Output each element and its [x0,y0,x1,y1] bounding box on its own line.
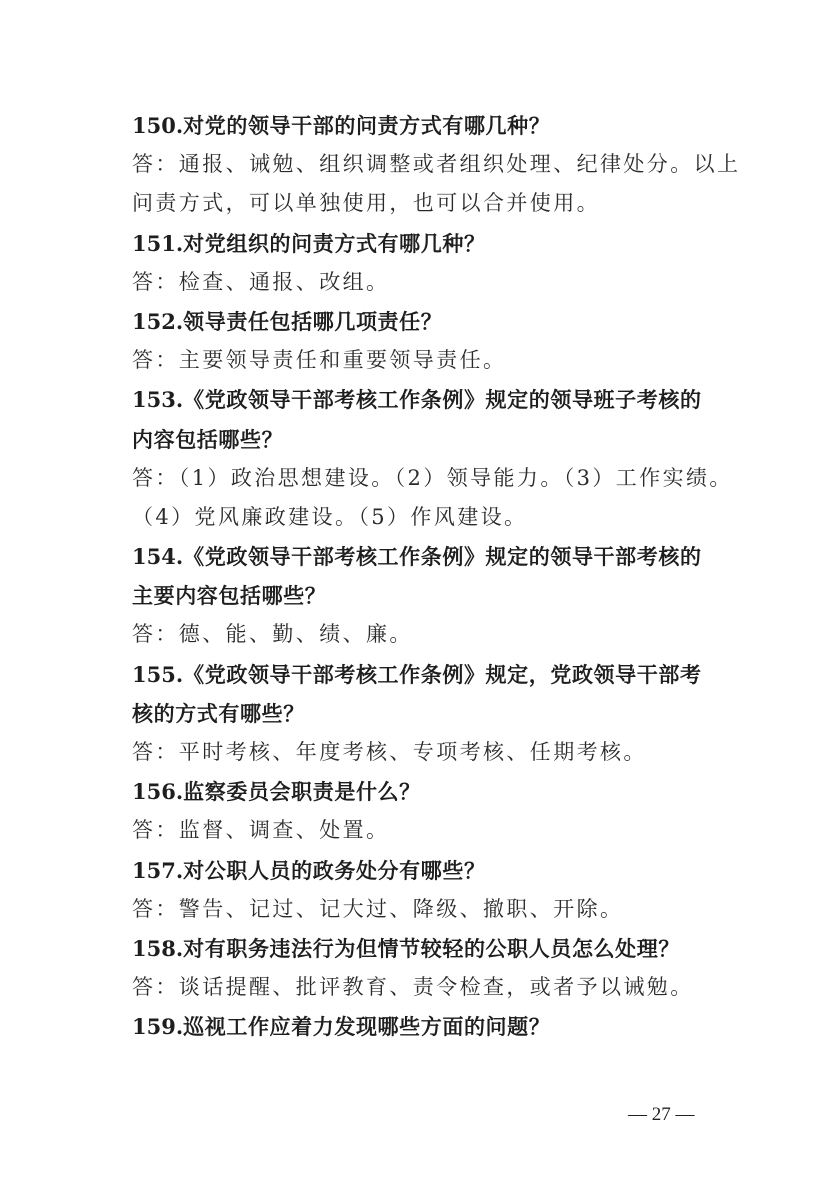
answer-line [132,733,722,772]
question-text: 主要内容包括哪些？ [132,583,327,609]
question-number: 154. [132,544,184,570]
question-text: 对党的领导干部的问责方式有哪几种？ [183,113,551,138]
question-text: 对党组织的问责方式有哪几种？ [183,230,486,256]
answer-line [132,263,722,302]
page-number: — 27 — [628,1104,695,1125]
question-text: 监察委员会职责是什么？ [183,779,421,805]
question-number: 156. [132,779,184,805]
question-text: 《党政领导干部考核工作条例》规定，党政领导干部考 [183,661,702,687]
answer-text: 答：警告、记过、记大过、降级、撤职、开除。 [132,896,624,921]
question-text: 巡视工作应着力发现哪些方面的问题？ [183,1014,551,1040]
answer-text: 问责方式，可以单独使用，也可以合并使用。 [132,191,600,216]
answer-text: 答：（1）政治思想建设。（2）领导能力。（3）工作实绩。 [132,465,733,490]
answer-text: 答：德、能、勤、绩、廉。 [132,622,413,647]
question-line [132,224,722,263]
answer-text: 答：通报、诫勉、组织调整或者组织处理、纪律处分。以上 [132,152,741,177]
answer-line [132,968,722,1007]
answer-line [132,498,722,537]
qa-content [132,106,741,1047]
question-number: 151. [132,230,184,256]
answer-line [132,811,722,850]
answer-line [132,145,741,184]
question-text: 对公职人员的政务处分有哪些？ [183,857,486,883]
question-line [132,772,722,811]
question-number: 155. [132,661,184,687]
question-line [132,537,722,576]
question-line [132,302,722,341]
question-line [132,106,722,145]
question-number: 157. [132,857,184,883]
question-text: 领导责任包括哪几项责任？ [183,308,443,334]
question-text: 核的方式有哪些？ [132,700,305,726]
question-text: 《党政领导干部考核工作条例》规定的领导干部考核的 [183,544,702,570]
question-number: 158. [132,935,184,961]
answer-line [132,459,733,498]
answer-line [132,890,722,929]
question-line [132,655,722,694]
answer-text: 答：主要领导责任和重要领导责任。 [132,348,507,373]
answer-text: 答：谈话提醒、批评教育、责令检查，或者予以诫勉。 [132,975,694,1000]
question-line [132,576,722,615]
question-text: 对有职务违法行为但情节较轻的公职人员怎么处理？ [183,935,680,961]
question-number: 153. [132,387,184,413]
answer-text: （4）党风廉政建设。（5）作风建设。 [132,504,528,529]
question-number: 159. [132,1014,184,1040]
question-line [132,851,722,890]
answer-line [132,184,722,223]
question-line [132,1007,722,1046]
question-line [132,929,722,968]
answer-text: 答：检查、通报、改组。 [132,269,390,294]
document-page [132,106,741,1047]
answer-text: 答：平时考核、年度考核、专项考核、任期考核。 [132,740,647,764]
question-line [132,380,722,419]
answer-text: 答：监督、调查、处置。 [132,818,390,843]
question-number: 152. [132,308,184,334]
question-number: 150. [132,113,184,138]
answer-line [132,341,722,380]
question-line [132,420,722,459]
answer-line [132,615,722,654]
question-line [132,694,722,733]
question-text: 《党政领导干部考核工作条例》规定的领导班子考核的 [183,387,702,413]
question-text: 内容包括哪些？ [132,426,284,452]
